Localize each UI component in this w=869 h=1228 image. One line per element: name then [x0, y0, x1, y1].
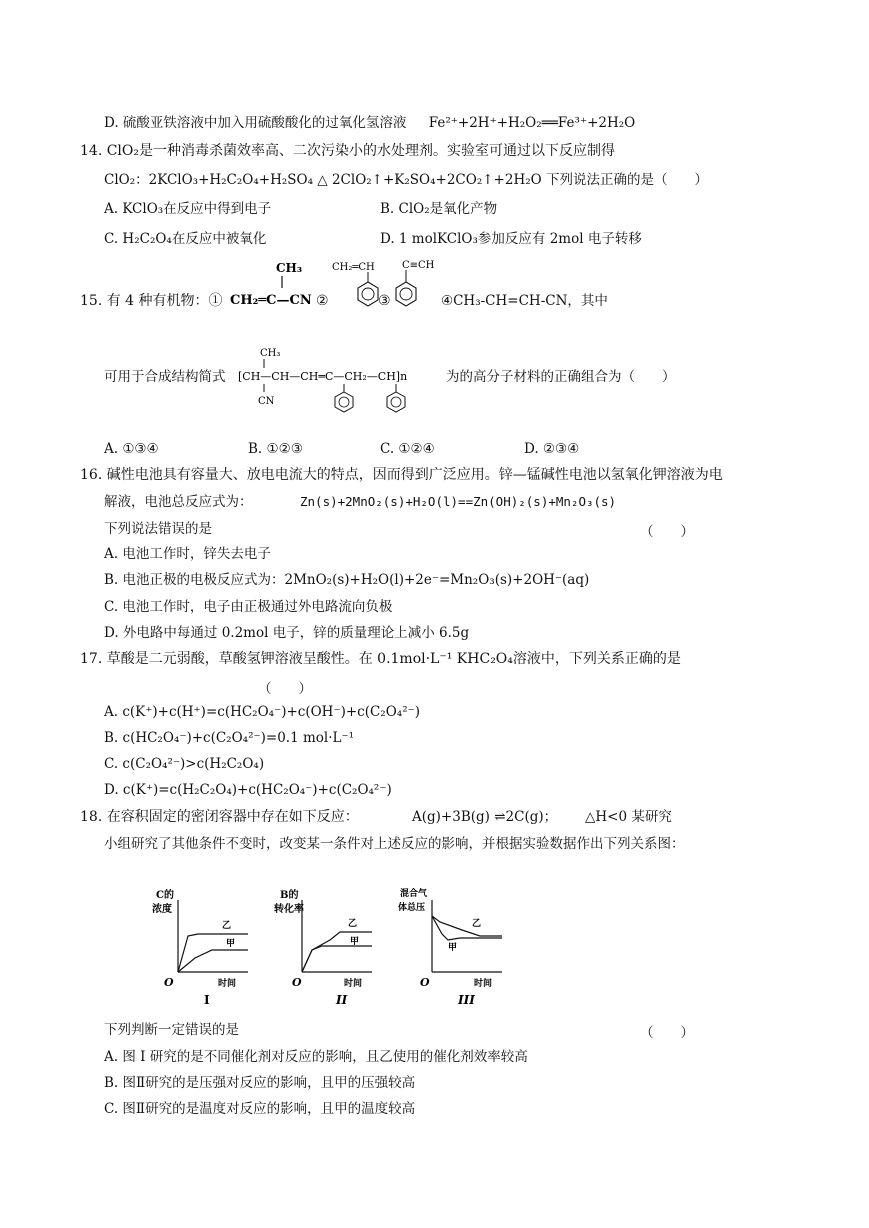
q16-option-b: B. 电池正极的电极反应式为：2MnO₂(s)+H₂O(l)+2e⁻=Mn₂O₃(s)+2OH⁻(aq) [104, 572, 590, 588]
graph-2 [274, 888, 372, 1007]
q16-total-reaction: Zn(s)+2MnO₂(s)+H₂O(l)==Zn(OH)₂(s)+Mn₂O₃(s) [300, 494, 617, 509]
q18-answer-paren: （ ） [640, 1025, 694, 1041]
graph-1-curve-lower [178, 950, 248, 972]
graph-1-label-lower: 甲 [226, 939, 236, 949]
q17-stem-line1: 17. 草酸是二元弱酸，草酸氢钾溶液呈酸性。在 0.1mol·L⁻¹ KHC₂O₄溶液中，下列关系正确的是 [80, 651, 681, 667]
q15-polymer-cn: CN [258, 396, 275, 407]
q16-option-c: C. 电池工作时，电子由正极通过外电路流向负极 [104, 599, 393, 615]
graph-2-origin: O [292, 976, 302, 989]
q15-line2-end: 为的高分子材料的正确组合为（ ） [446, 369, 676, 385]
graph-1-origin: O [164, 976, 174, 989]
graph-3-label-upper: 乙 [472, 919, 482, 929]
graph-2-curve-upper [302, 932, 372, 972]
q17-option-d: D. c(K⁺)=c(H₂C₂O₄)+c(HC₂O₄⁻)+c(C₂O₄²⁻) [104, 782, 392, 798]
graph-1-ylabel-2: 浓度 [152, 904, 172, 915]
q16-stem-line1: 16. 碱性电池具有容量大、放电电流大的特点，因而得到广泛应用。锌—锰碱性电池以氢氧化钾溶液为电 [80, 467, 723, 483]
graph-2-xlabel: 时间 [344, 979, 363, 989]
graph-3-label-lower: 甲 [448, 943, 458, 953]
q14-option-c: C. H₂C₂O₄在反应中被氧化 [104, 231, 267, 247]
benzene-ring-icon [358, 282, 378, 306]
q15-structure-3-phenylacetylene [392, 254, 442, 310]
graph-3-ylabel-2: 体总压 [398, 903, 426, 913]
graph-1-curve-upper [178, 934, 248, 972]
benzene-ring-icon [396, 282, 416, 306]
graph-3-roman: III [458, 993, 475, 1007]
q18-option-c: C. 图Ⅱ研究的是温度对反应的影响，且甲的温度较高 [104, 1101, 416, 1117]
q15-struct3-label: C≡CH [402, 260, 435, 271]
q15-polymer-ch3: CH₃ [260, 348, 281, 359]
graph-3-ylabel-1: 混合气 [400, 889, 428, 899]
q16-option-a: A. 电池工作时，锌失去电子 [104, 546, 271, 562]
q15-structure-2-styrene [330, 258, 380, 310]
benzene-ring-icon [387, 392, 405, 412]
q15-struct2-label: CH₂═CH [332, 262, 375, 273]
graph-2-ylabel-2: 转化率 [274, 904, 304, 915]
q18-enthalpy: △H<0 某研究 [585, 809, 672, 825]
q16-stem-line3: 下列说法错误的是 [104, 521, 212, 537]
q15-struct1-main: CH₂═C—CN [230, 293, 312, 308]
q18-stem-line2: 小组研究了其他条件不变时，改变某一条件对上述反应的影响，并根据实验数据作出下列关系图： [104, 836, 685, 852]
q18-graphs [140, 880, 540, 1010]
q15-option-a: A. ①③④ [104, 441, 159, 457]
benzene-circle-icon [391, 397, 401, 407]
q13-option-d [104, 114, 635, 132]
q15-item-4: ④CH₃-CH=CH-CN，其中 [441, 293, 608, 309]
graph-3-origin: O [420, 976, 430, 989]
graph-1-roman: I [204, 993, 210, 1007]
q17-answer-paren: （ ） [258, 681, 312, 697]
graph-2-ylabel-1: B的 [280, 890, 299, 901]
benzene-ring-icon [335, 392, 353, 412]
q18-stem-line3: 下列判断一定错误的是 [104, 1022, 239, 1038]
q15-polymer-structure [236, 344, 436, 416]
q18-stem-line1a: 18. 在容积固定的密闭容器中存在如下反应： [80, 809, 359, 825]
q17-option-b: B. c(HC₂O₄⁻)+c(C₂O₄²⁻)=0.1 mol·L⁻¹ [104, 730, 354, 746]
q16-option-d: D. 外电路中每通过 0.2mol 电子，锌的质量理论上减小 6.5g [104, 625, 470, 641]
q15-structure-1 [228, 258, 318, 314]
q14-option-a: A. KClO₃在反应中得到电子 [104, 201, 272, 217]
q15-option-d: D. ②③④ [524, 441, 580, 457]
q15-option-b: B. ①②③ [248, 441, 303, 457]
q13-option-d-text: D. 硫酸亚铁溶液中加入用硫酸酸化的过氧化氢溶液 [104, 115, 407, 131]
q18-option-b: B. 图Ⅱ研究的是压强对反应的影响，且甲的压强较高 [104, 1075, 416, 1091]
q17-option-a: A. c(K⁺)+c(H⁺)=c(HC₂O₄⁻)+c(OH⁻)+c(C₂O₄²⁻) [104, 704, 421, 720]
graph-2-label-upper: 乙 [348, 919, 358, 929]
q15-line2-start: 可用于合成结构简式 [104, 369, 226, 385]
q13-option-d-equation: Fe²⁺+2H⁺+H₂O₂══Fe³⁺+2H₂O [428, 115, 636, 131]
graph-1 [152, 888, 248, 1007]
q16-stem-line2a: 解液，电池总反应式为： [104, 494, 253, 510]
benzene-circle-icon [400, 288, 412, 300]
q15-polymer-main: [CH—CH—CH═C—CH₂—CH]n [238, 370, 408, 383]
q17-option-c: C. c(C₂O₄²⁻)>c(H₂C₂O₄) [104, 756, 265, 772]
graph-1-label-upper: 乙 [222, 921, 232, 931]
graph-1-xlabel: 时间 [218, 979, 237, 989]
benzene-circle-icon [362, 288, 374, 300]
q18-reaction: A(g)+3B(g) ⇌2C(g)； [412, 809, 558, 825]
q14-option-b: B. ClO₂是氧化产物 [380, 201, 498, 217]
q16-answer-paren: （ ） [640, 524, 694, 540]
graph-3 [398, 887, 502, 1007]
graph-1-ylabel-1: C的 [156, 890, 174, 901]
q15-option-c: C. ①②④ [380, 441, 435, 457]
graph-3-curve-upper [432, 916, 502, 936]
graph-2-curve-lower [302, 946, 372, 972]
q14-stem-line2: ClO₂：2KClO₃+H₂C₂O₄+H₂SO₄ △ 2ClO₂↑+K₂SO₄+2CO₂↑+2H₂O 下列说法正确的是（ ） [104, 172, 708, 188]
graph-2-roman: II [336, 993, 348, 1007]
benzene-circle-icon [339, 397, 349, 407]
q15-stem-start: 15. 有 4 种有机物：① [80, 293, 223, 309]
graph-3-xlabel: 时间 [474, 979, 493, 989]
q18-option-a: A. 图 I 研究的是不同催化剂对反应的影响，且乙使用的催化剂效率较高 [104, 1049, 528, 1065]
q15-number-3: ③ [378, 293, 391, 309]
q15-struct1-ch3: CH₃ [276, 261, 303, 275]
q15-number-2: ② [316, 293, 329, 309]
graph-2-label-lower: 甲 [350, 937, 360, 947]
q14-option-d: D. 1 molKClO₃参加反应有 2mol 电子转移 [380, 231, 642, 247]
q14-stem-line1: 14. ClO₂是一种消毒杀菌效率高、二次污染小的水处理剂。实验室可通过以下反应制得 [80, 143, 615, 159]
